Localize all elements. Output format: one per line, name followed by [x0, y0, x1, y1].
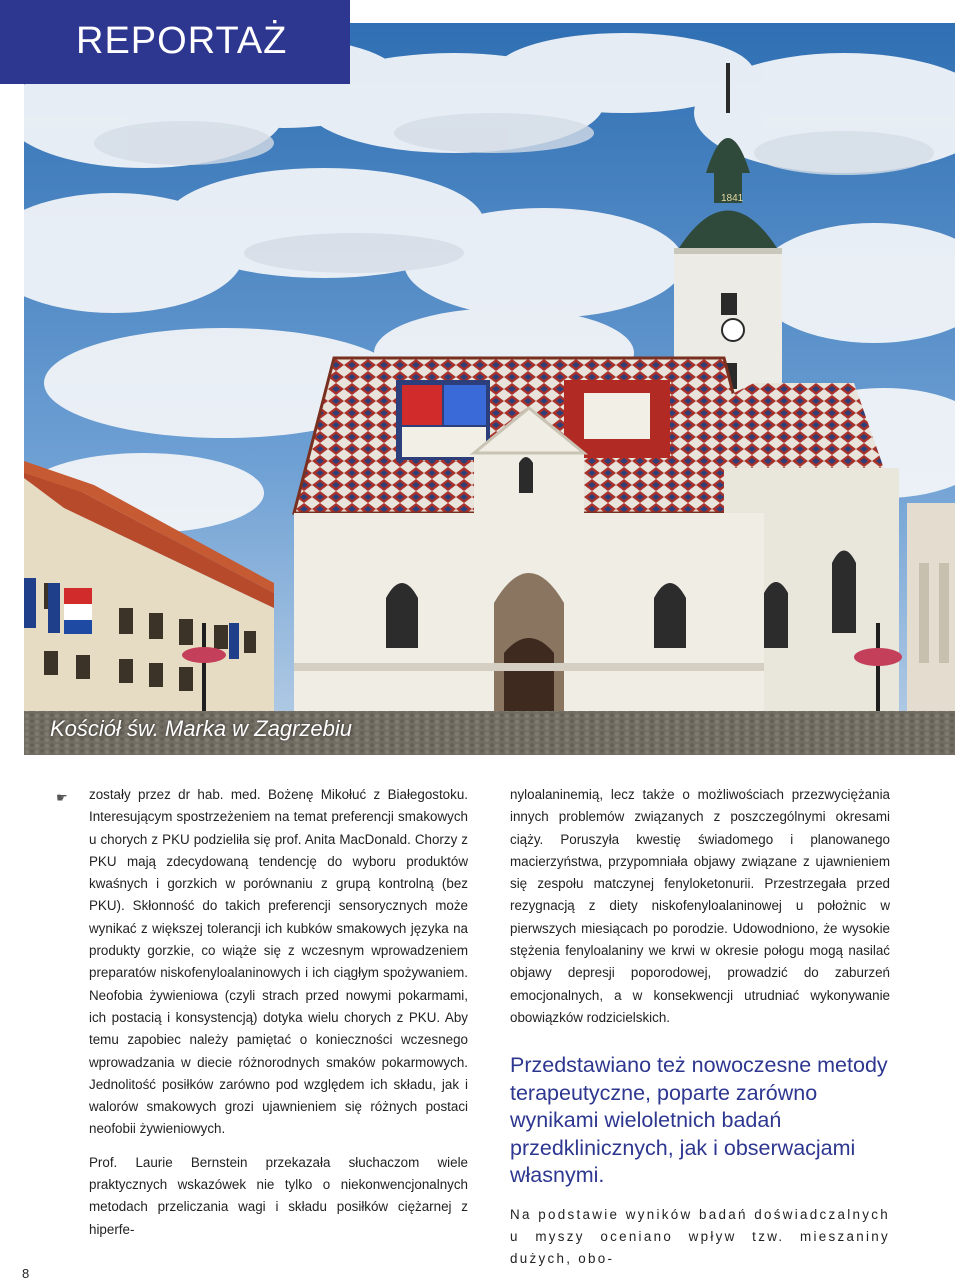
article-left-column: [89, 784, 468, 1241]
clock-year-label: 1841: [721, 193, 744, 204]
section-tab: [0, 0, 350, 84]
page-number: 8: [22, 1266, 30, 1281]
left-paragraph-1: zostały przez dr hab. med. Bożenę Mikołuć z Białegostoku. Interesującym spostrzeżeniem na temat preferencji smakowych u chorych z PKU podzieliła się prof. Anita MacDonald. Chorzy z PKU mają zdecydowaną tendencję do wyboru produktów kwaśnych i gorzkich w porównaniu z grupą kontrolną (bez PKU). Skłonność do takich preferencji sensorycznych może wynikać z większej tolerancji ich kubków smakowych języka na produkty gorzkie, co wiąże się z wczesnym wprowadzeniem preparatów niskofenyloalaninowych i ich ciągłym spożywaniem. Neofobia żywieniowa (czyli strach przed nowymi pokarmami, ich postacią i konsystencją) dotyka wielu chorych z PKU. Aby temu zapobiec należy pamiętać o konieczności wczesnego wprowadzania w diecie różnorodnych smaków pokarmowych. Jednolitość posiłków zarówno pod względem ich składu, jak i walorów smakowych grozi ujawnieniem się różnych postaci neofobii żywieniowych.: [89, 787, 468, 1137]
church-photo: [24, 23, 955, 755]
continued-icon: ☛: [56, 790, 68, 805]
section-title: REPORTAŻ: [76, 20, 288, 62]
right-paragraph-1: nyloalaninemią, lecz także o możliwościach przezwyciężania innych problemów związanych z poszczególnymi okresami ciąży. Poruszyła kwestię świadomego i planowanego macierzyństwa, przypomniała objawy związane z ujawnieniem się zespołu matczynej fenyloketonurii. Przestrzegała przed rezygnacją z diety niskofenyloalaninowej u położnic w pierwszych miesiącach po porodzie. Udowodniono, że wysokie stężenia fenyloalaniny we krwi w okresie połogu mogą nasilać objawy depresji poporodowej, prowadzić do zaburzeń emocjonalnych, a w konsekwencji utrudniać wykonywanie obowiązków rodzicielskich.: [510, 787, 890, 1025]
article-right-column: [510, 784, 890, 1271]
photo-caption: Kościół św. Marka w Zagrzebiu: [50, 716, 352, 741]
right-paragraph-2: Na podstawie wyników badań doświadczalnych u myszy oceniano wpływ tzw. mieszaniny dużych, obo-: [510, 1206, 890, 1267]
pull-quote: Przedstawiano też nowoczesne metody terapeutyczne, poparte zarówno wynikami wieloletnich badań przedklinicznych, jak i obserwacjami własnymi.: [510, 1053, 888, 1188]
church-illustration: [24, 23, 955, 755]
left-paragraph-2: Prof. Laurie Bernstein przekazała słuchaczom wiele praktycznych wskazówek nie tylko o niekonwencjonalnych metodach przeliczania wagi i składu posiłków ciężarnej z hiperfe-: [89, 1154, 468, 1237]
